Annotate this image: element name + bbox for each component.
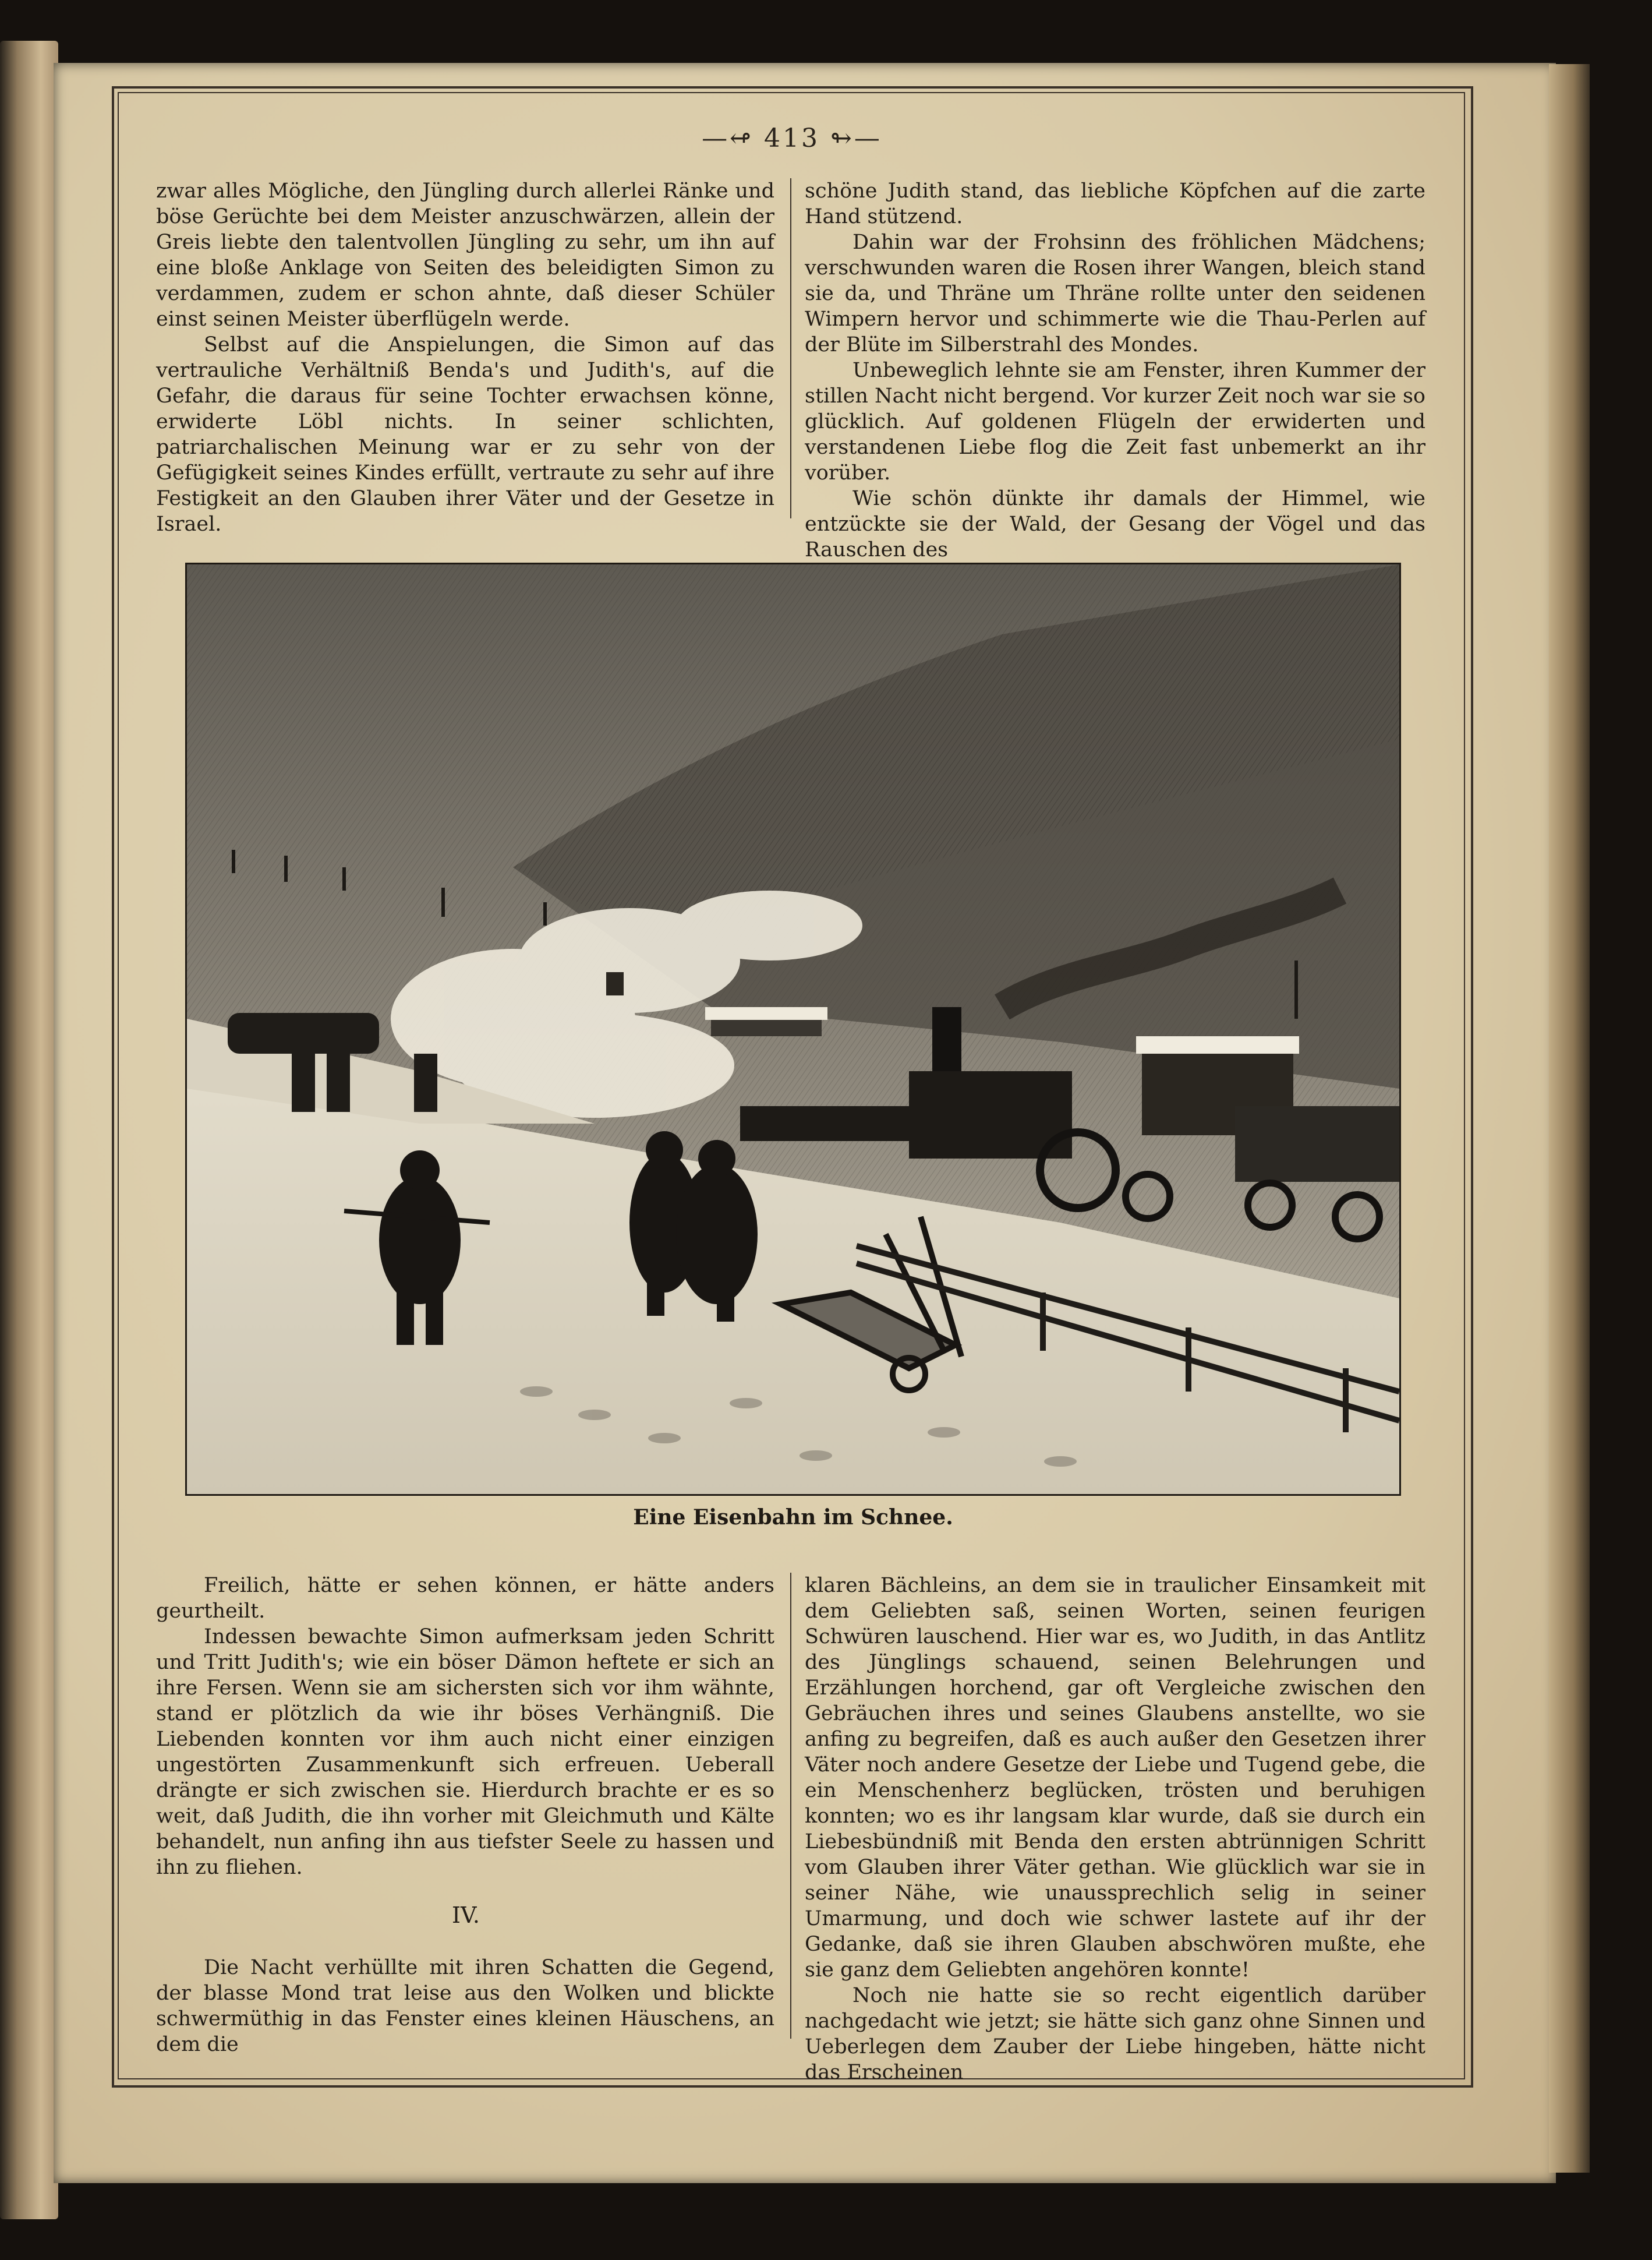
hut [606, 972, 624, 995]
page-number-ornament-left: —↫ [702, 123, 754, 153]
bottom-left-column-continued [156, 1955, 774, 2057]
paragraph: Wie schön dünkte ihr damals der Himmel, wie entzückte sie der Wald, der Gesang der Vögel und das Rauschen des [805, 487, 1425, 562]
paragraph: klaren Bächleins, an dem sie in traulicher Einsamkeit mit dem Geliebten saß, seinen Worten, seinen feurigen Schwüren lauschend. Hier war es, wo Judith, in das Antlitz des Jünglings schauend, seinen Belehrungen und Erzählungen horchend, gar oft Vergleiche zwischen den Gebräuchen ihres und seines Glaubens anstellte, wo sie anfing zu begreifen, daß es auch außer den Gesetzen ihrer Väter noch andere Gesetze der Liebe und Tugend gebe, die ein Menschenherz beglücken, trösten und beruhigen konnten; wo es ihr langsam klar wurde, daß sie durch ein Liebesbündniß mit Benda den ersten abtrünnigen Schritt vom Glauben ihrer Väter gethan. Wie glücklich war sie in seiner Nähe, wie unaussprechlich selig in seiner Umarmung, und doch wie schwer lastete auf ihr der Gedanke, daß sie ihren Glauben abschwören mußte, ehe sie ganz dem Geliebten angehören konnte! [805, 1574, 1425, 1982]
paragraph: Noch nie hatte sie so recht eigentlich darüber nachgedacht wie jetzt; sie hätte sich ganz ohne Sinnen und Ueberlegen dem Zauber der Liebe hingeben, hätte nicht das Erscheinen [805, 1984, 1425, 2084]
paragraph: Dahin war der Frohsinn des fröhlichen Mädchens; verschwunden waren die Rosen ihrer Wangen, bleich stand sie da, und Thräne um Thräne rollte unter den seidenen Wimpern hervor und schimmerte wie die Thau-Perlen auf der Blüte im Silberstrahl des Mondes. [805, 231, 1425, 356]
paragraph: schöne Judith stand, das liebliche Köpfchen auf die zarte Hand stützend. [805, 179, 1425, 228]
bottom-left-column [156, 1573, 774, 1880]
column-divider-bottom [790, 1573, 791, 2039]
paragraph: Indessen bewachte Simon aufmerksam jeden Schritt und Tritt Judith's; wie ein böser Dämon heftete er sich an ihre Fersen. Wenn sie am sichersten sich vor ihm wähnte, stand er plötzlich da wie ihr böses Verhängniß. Die Liebenden konnten vor ihm auch nicht einer einzigen ungestörten Zusammenkunft sich erfreuen. Ueberall drängte er sich zwischen sie. Hierdurch brachte er es so weit, daß Judith, die ihn vorher mit Gleichmuth und Kälte behandelt, nun anfing ihn aus tiefster Seele zu hassen und ihn zu fliehen. [156, 1625, 774, 1879]
paragraph: Unbeweglich lehnte sie am Fenster, ihren Kummer der stillen Nacht nicht bergend. Vor kurzer Zeit noch war sie so glücklich. Auf goldenen Flügeln der erwiderten und verstandenen Liebe flog die Zeit fast unbemerkt an ihr vorüber. [805, 359, 1425, 485]
page-number-ornament-right: ↬— [830, 123, 882, 153]
section-heading: IV. [452, 1902, 480, 1928]
paragraph: Freilich, hätte er sehen können, er hätte anders geurtheilt. [156, 1574, 774, 1623]
bottom-right-column [805, 1573, 1425, 2085]
previous-page-edge [0, 41, 58, 2219]
page-number: 413 [764, 123, 820, 153]
figure-caption: Eine Eisenbahn im Schnee. [633, 1505, 953, 1530]
top-left-column [156, 178, 774, 537]
page-number-line [687, 123, 897, 153]
paragraph: Die Nacht verhüllte mit ihren Schatten die Gegend, der blasse Mond trat leise aus den Wolken und blickte schwermüthig in das Fenster eines kleinen Häuschens, an dem die [156, 1956, 774, 2056]
page-edge-right [1549, 64, 1590, 2173]
paragraph: zwar alles Mögliche, den Jüngling durch allerlei Ränke und böse Gerüchte bei dem Meister anzuschwärzen, allein der Greis liebte den talentvollen Jüngling zu sehr, um ihn auf eine bloße Anklage von Seiten des beleidigten Simon zu verdammen, zudem er schon ahnte, daß dieser Schüler einst seinen Meister überflügeln werde. [156, 179, 774, 331]
paragraph: Selbst auf die Anspielungen, die Simon auf das vertrauliche Verhältniß Benda's und Judith's, auf die Gefahr, die daraus für seine Tochter erwachsen könne, erwiderte Löbl nichts. In seiner schlichten, patriarchalischen Meinung war er zu sehr von der Gefügigkeit seines Kindes erfüllt, vertraute zu sehr auf ihre Festigkeit an den Glauben ihrer Väter und der Gesetze in Israel. [156, 333, 774, 536]
engraving-illustration [185, 563, 1401, 1496]
top-right-column [805, 178, 1425, 563]
column-divider-top [790, 178, 791, 518]
